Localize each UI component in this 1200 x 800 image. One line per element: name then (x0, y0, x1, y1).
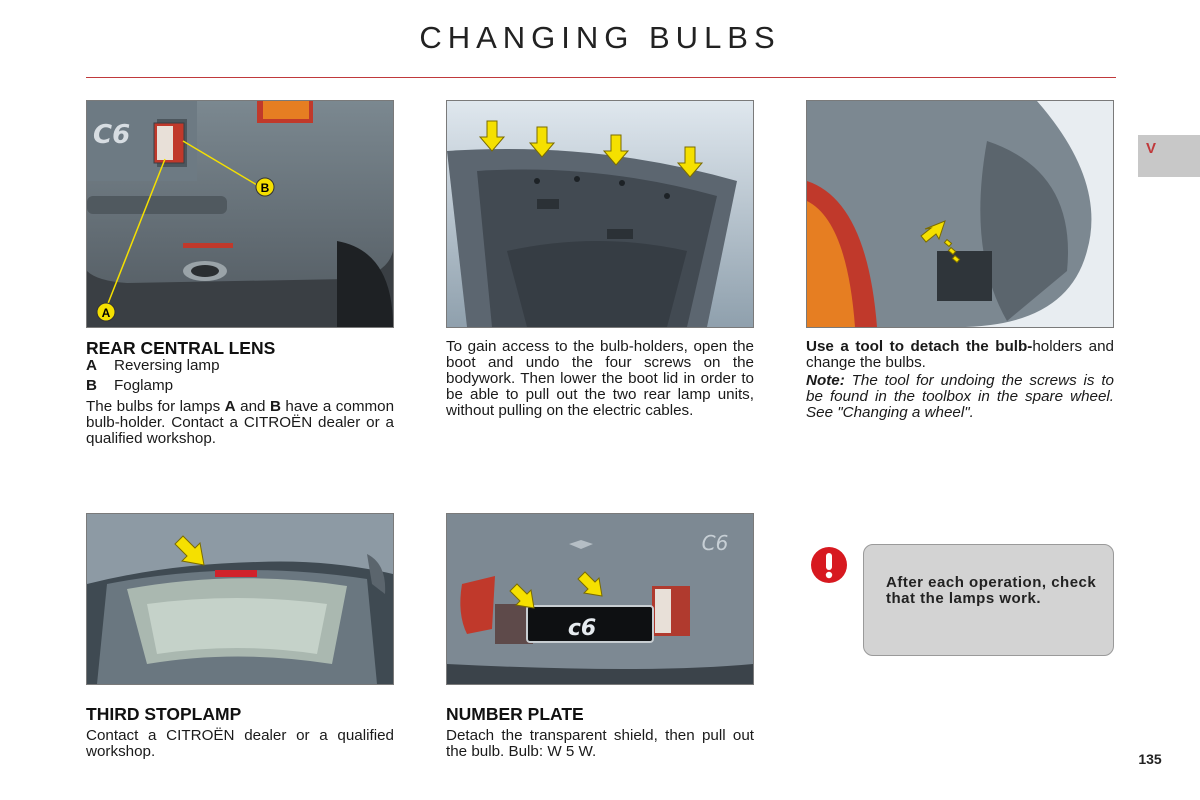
number-plate-body: Detach the transparent shield, then pull out the bulb. Bulb: W 5 W. (446, 727, 754, 760)
legend-item-b (86, 377, 394, 395)
rear-central-lens-heading: REAR CENTRAL LENS (86, 338, 276, 358)
tool-detach-body (806, 339, 1114, 371)
exclamation-icon (810, 546, 848, 584)
chapter-letter: V (1145, 140, 1156, 157)
third-stoplamp-text (86, 728, 394, 760)
boot-access-body: To gain access to the bulb-holders, open the boot and undo the four screws on the bodywork. Then lower the boot lid in order to be able to pull out the two rear lamp units, without pulling on the electric cables. (446, 338, 754, 419)
callout-a-label: A (101, 306, 111, 320)
number-plate-text (446, 728, 754, 760)
third-stoplamp-body: Contact a CITROËN dealer or a qualified workshop. (86, 727, 394, 760)
page-number: 135 (1138, 751, 1162, 767)
warning-text: After each operation, check that the lamps work. (886, 574, 1097, 607)
rear-central-lens-body (86, 399, 394, 447)
tool-detach-text (806, 339, 1114, 421)
legend-item-a (86, 357, 394, 375)
legend-label: Foglamp (114, 377, 174, 394)
tool-detach-bold: Use a tool to detach the bulb- (806, 338, 1033, 355)
tool-detach-photo (806, 100, 1114, 328)
callout-b (256, 178, 274, 196)
boot-screws-photo (446, 100, 754, 328)
chapter-tab[interactable] (1138, 135, 1200, 177)
body-and: and (235, 398, 270, 415)
body-prefix: The bulbs for lamps (86, 398, 225, 415)
number-plate-heading: NUMBER PLATE (446, 704, 584, 724)
boot-access-text (446, 339, 754, 419)
note-text: The tool for undoing the screws is to be found in the toolbox in the spare wheel. See "Changing a wheel". (806, 372, 1114, 421)
title-divider (86, 77, 1116, 78)
note-label: Note: (806, 372, 845, 389)
tool-detach-rest: holders and change the bulbs. (806, 338, 1114, 371)
third-stoplamp-heading: THIRD STOPLAMP (86, 704, 242, 724)
tool-note (806, 373, 1114, 421)
body-key-a: A (224, 398, 236, 415)
plate-text: c6 (567, 616, 597, 641)
legend-label: Reversing lamp (114, 357, 220, 374)
warning-box (863, 544, 1114, 656)
rear-central-lens-text (86, 357, 394, 447)
trunk-badge-text: C6 (701, 531, 729, 555)
third-stoplamp-photo (86, 513, 394, 685)
callout-a (97, 303, 115, 321)
body-suffix: have a common bulb-holder. Contact a CITROËN dealer or a qualified workshop. (86, 398, 395, 447)
rear-central-lens-photo (86, 100, 394, 328)
legend-key: B (86, 377, 97, 394)
car-badge-text: C6 (93, 120, 131, 150)
legend-key: A (86, 357, 97, 374)
page-title: CHANGING BULBS (419, 20, 781, 55)
number-plate-photo (446, 513, 754, 685)
body-key-b: B (269, 398, 281, 415)
callout-b-label: B (260, 181, 270, 195)
